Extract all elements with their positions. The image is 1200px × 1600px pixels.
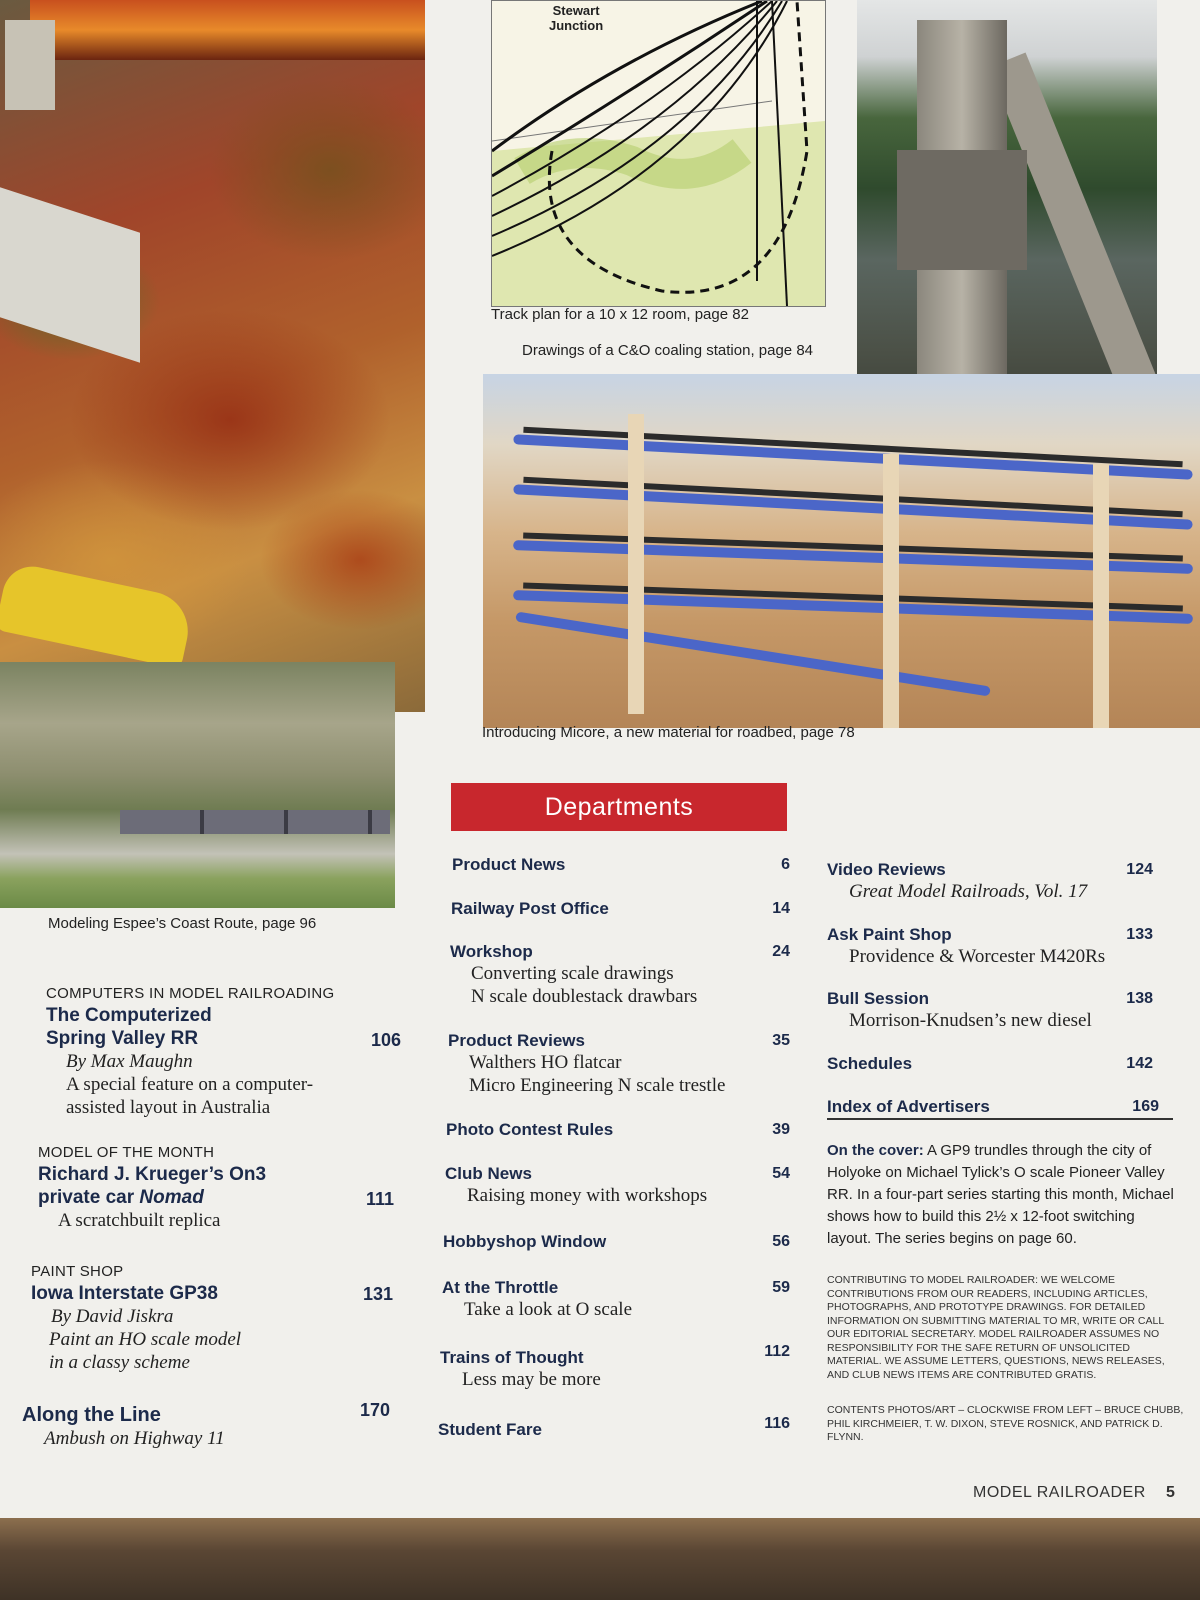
feature-model-of-the-month[interactable] bbox=[38, 1143, 406, 1232]
dept-page-number: 116 bbox=[764, 1415, 790, 1432]
feature-description: Paint an HO scale model bbox=[49, 1329, 242, 1350]
dept-title: Product Reviews bbox=[448, 1031, 585, 1050]
track-plan-drawing bbox=[491, 0, 826, 307]
photo-credits: CONTENTS PHOTOS/ART – CLOCKWISE FROM LEFT – BRUCE CHUBB, PHIL KIRCHMEIER, T. W. DIXON, STEVE ROSNICK, AND PATRICK D. FLYNN. bbox=[827, 1404, 1184, 1443]
cover-note-lead: On the cover: bbox=[827, 1142, 924, 1159]
label-line: Junction bbox=[549, 18, 604, 33]
feature-title-italic: Nomad bbox=[139, 1187, 204, 1208]
track-plan-svg bbox=[492, 1, 825, 306]
dept-page-number: 54 bbox=[772, 1165, 790, 1182]
dept-subitem: Converting scale drawings bbox=[471, 963, 674, 984]
divider bbox=[827, 1118, 1173, 1120]
dept-subitem: Morrison-Knudsen’s new diesel bbox=[849, 1010, 1092, 1031]
dept-page-number: 124 bbox=[1126, 861, 1153, 878]
dept-trains-of-thought[interactable] bbox=[440, 1343, 790, 1391]
dept-page-number: 142 bbox=[1126, 1055, 1153, 1072]
feature-page-number: 111 bbox=[366, 1189, 395, 1209]
feature-title-text: private car bbox=[38, 1187, 140, 1208]
feature-page-number: 131 bbox=[363, 1284, 394, 1304]
dept-title: Trains of Thought bbox=[440, 1348, 584, 1367]
dept-subitem: Less may be more bbox=[462, 1369, 601, 1390]
footer-page-number: 5 bbox=[1166, 1484, 1176, 1501]
feature-kicker: COMPUTERS IN MODEL RAILROADING bbox=[46, 985, 335, 1002]
dept-title: Student Fare bbox=[438, 1420, 542, 1439]
stewart-junction-label bbox=[549, 3, 603, 33]
dept-index-of-advertisers[interactable] bbox=[827, 1097, 1159, 1117]
dept-title: At the Throttle bbox=[442, 1278, 559, 1297]
feature-computerized-railroad[interactable] bbox=[46, 984, 406, 1119]
dept-title: Workshop bbox=[450, 942, 533, 961]
dept-product-reviews[interactable] bbox=[448, 1031, 790, 1097]
support-post bbox=[628, 414, 644, 714]
dept-workshop[interactable] bbox=[450, 942, 790, 1008]
dept-title: Schedules bbox=[827, 1054, 913, 1073]
dept-subitem: Providence & Worcester M420Rs bbox=[849, 946, 1106, 967]
contributing-note: CONTRIBUTING TO MODEL RAILROADER: WE WELCOME CONTRIBUTIONS FROM OUR READERS, INCLUDING ARTICLES, PHOTOGRAPHS, AND PROTOTYPE DRAWINGS. FOR DETAILED INFORMATION ON SUBMITTING MATERIAL TO MR, WRITE OR CALL OUR EDITORIAL SECRETARY. MODEL RAILROADER ASSUMES NO RESPONSIBILITY FOR THE SAFE RETURN OF UNSOLICITED MATERIAL. WE ASSUME LETTERS, QUESTIONS, NEWS RELEASES, AND CLUB NEWS ITEMS ARE CONTRIBUTED GRATIS. bbox=[827, 1274, 1165, 1381]
dept-video-reviews[interactable] bbox=[827, 860, 1153, 903]
feature-title: Spring Valley RR bbox=[46, 1028, 199, 1049]
dept-subitem: Walthers HO flatcar bbox=[469, 1052, 622, 1073]
micore-helix-photo bbox=[483, 374, 1200, 728]
dept-title: Video Reviews bbox=[827, 860, 946, 879]
dept-subitem: Micro Engineering N scale trestle bbox=[469, 1075, 726, 1096]
micore-caption: Introducing Micore, a new material for roadbed, page 78 bbox=[482, 724, 855, 741]
feature-description: in a classy scheme bbox=[49, 1352, 190, 1373]
dept-page-number: 59 bbox=[772, 1279, 790, 1296]
feature-title: Iowa Interstate GP38 bbox=[31, 1283, 218, 1304]
dept-subitem: Take a look at O scale bbox=[464, 1299, 633, 1320]
dept-title: Ask Paint Shop bbox=[827, 925, 952, 944]
dept-subitem: Raising money with workshops bbox=[467, 1185, 708, 1206]
table-surface bbox=[0, 1518, 1200, 1600]
dept-title: Railway Post Office bbox=[451, 899, 609, 918]
dept-title: Product News bbox=[452, 855, 566, 874]
dept-page-number: 24 bbox=[772, 943, 790, 960]
dept-product-news[interactable] bbox=[452, 855, 790, 875]
support-post bbox=[1093, 464, 1109, 728]
dept-bull-session[interactable] bbox=[827, 989, 1153, 1032]
dept-title: Photo Contest Rules bbox=[446, 1120, 614, 1139]
dept-title: Index of Advertisers bbox=[827, 1097, 990, 1116]
dept-page-number: 39 bbox=[772, 1121, 790, 1138]
feature-page-number: 106 bbox=[371, 1030, 402, 1050]
dept-page-number: 138 bbox=[1126, 990, 1153, 1007]
dept-subitem: Great Model Railroads, Vol. 17 bbox=[849, 881, 1088, 902]
feature-along-the-line[interactable] bbox=[22, 1400, 402, 1450]
feature-paint-shop[interactable] bbox=[31, 1262, 406, 1374]
feature-description: A special feature on a computer- bbox=[66, 1074, 314, 1095]
feature-description: assisted layout in Australia bbox=[66, 1097, 271, 1118]
feature-description: Ambush on Highway 11 bbox=[44, 1428, 225, 1449]
dept-club-news[interactable] bbox=[445, 1164, 790, 1207]
yellow-car-image bbox=[0, 561, 195, 669]
tower-image bbox=[5, 20, 55, 110]
feature-title: Richard J. Krueger’s On3 bbox=[38, 1164, 267, 1185]
dept-page-number: 35 bbox=[772, 1032, 790, 1049]
dept-page-number: 6 bbox=[781, 856, 790, 873]
dept-subitem: N scale doublestack drawbars bbox=[471, 986, 698, 1007]
dept-hobbyshop-window[interactable] bbox=[443, 1232, 790, 1252]
dept-title: Hobbyshop Window bbox=[443, 1232, 607, 1251]
dept-student-fare[interactable] bbox=[438, 1415, 790, 1440]
dept-page-number: 56 bbox=[772, 1233, 790, 1250]
dept-page-number: 133 bbox=[1126, 926, 1153, 943]
cover-note-body: A GP9 trundles through the city of Holyoke on Michael Tylick’s O scale Pioneer Valley RR. In a four-part series starting this month, Michael shows how to build this 2½ x 12-foot switching layout. The series begins on page 60. bbox=[827, 1142, 1174, 1247]
feature-byline: By David Jiskra bbox=[51, 1306, 174, 1327]
support-post bbox=[883, 454, 899, 728]
feature-kicker: MODEL OF THE MONTH bbox=[38, 1144, 215, 1161]
cover-note bbox=[827, 1140, 1175, 1250]
feature-title bbox=[38, 1186, 406, 1209]
coast-route-caption: Modeling Espee’s Coast Route, page 96 bbox=[48, 915, 317, 932]
coal-bin-image bbox=[897, 150, 1027, 270]
track-plan-caption: Track plan for a 10 x 12 room, page 82 bbox=[491, 306, 749, 323]
coast-route-photo bbox=[0, 662, 395, 908]
dept-schedules[interactable] bbox=[827, 1054, 1153, 1074]
dept-railway-post-office[interactable] bbox=[451, 899, 790, 919]
footer-magazine-name: MODEL RAILROADER bbox=[973, 1484, 1146, 1501]
coaling-caption: Drawings of a C&O coaling station, page 84 bbox=[522, 342, 813, 359]
dept-page-number: 112 bbox=[764, 1343, 790, 1360]
feature-title: Along the Line bbox=[22, 1404, 161, 1426]
dept-title: Bull Session bbox=[827, 989, 930, 1008]
label-line: Stewart bbox=[552, 3, 600, 18]
feature-kicker: PAINT SHOP bbox=[31, 1263, 124, 1280]
dept-page-number: 169 bbox=[1132, 1098, 1159, 1115]
feature-byline: By Max Maughn bbox=[66, 1051, 193, 1072]
departments-heading: Departments bbox=[451, 783, 787, 831]
dept-page-number: 14 bbox=[772, 900, 790, 917]
feature-title: The Computerized bbox=[46, 1005, 212, 1026]
dept-photo-contest-rules[interactable] bbox=[446, 1120, 790, 1140]
dept-at-the-throttle[interactable] bbox=[442, 1278, 790, 1321]
feature-description: A scratchbuilt replica bbox=[58, 1210, 221, 1231]
locomotive-image bbox=[30, 0, 425, 60]
retaining-wall-image bbox=[0, 187, 140, 362]
dept-ask-paint-shop[interactable] bbox=[827, 925, 1153, 968]
coast-train-image bbox=[120, 810, 390, 834]
scenery-photo bbox=[0, 0, 425, 712]
feature-page-number: 170 bbox=[360, 1400, 391, 1420]
dept-title: Club News bbox=[445, 1164, 532, 1183]
roadbed-band bbox=[515, 612, 991, 697]
